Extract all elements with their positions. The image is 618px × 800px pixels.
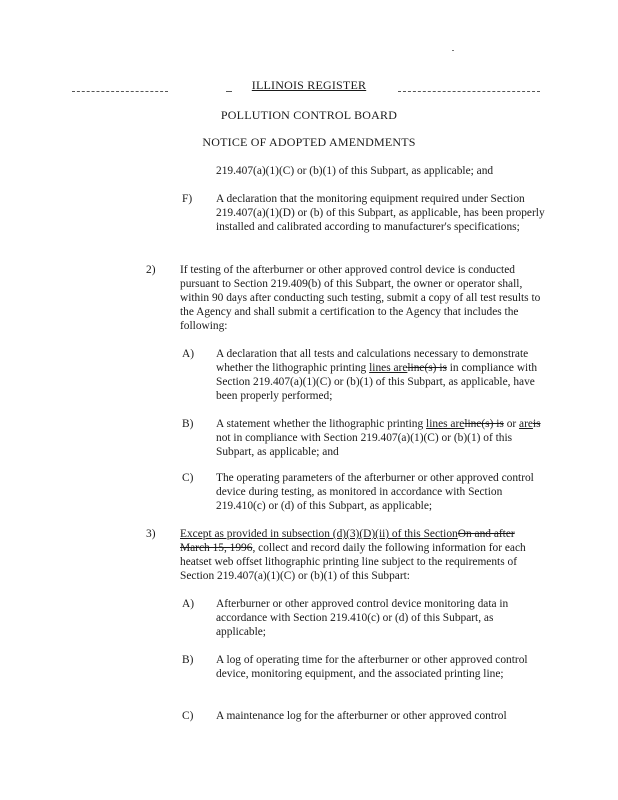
scan-mark: [452, 50, 454, 51]
board-title: POLLUTION CONTROL BOARD: [220, 108, 398, 122]
item-3a-text: Afterburner or other approved control device monitoring data in accordance with Section 219.410(c) or (d) of this Subpart, as applicable;: [216, 598, 509, 638]
notice-title: NOTICE OF ADOPTED AMENDMENTS: [202, 135, 416, 149]
deleted-text: is: [532, 418, 541, 430]
item-f-text: A declaration that the monitoring equipment required under Section 219.407(a)(1)(D) or (b) of this Subpart, as applicable, has been properly installed and calibrated according to manufacturer's specifications;: [216, 193, 545, 233]
item-2a-text: A declaration that all tests and calculations necessary to demonstrate whether the lithographic printing lines areline(s) is in compliance with Section 219.407(a)(1)(C) or (b)(1) of this Subpart, as applicable, have been properly performed;: [216, 348, 538, 402]
inserted-text: are: [519, 418, 533, 430]
inserted-text: lines are: [426, 418, 465, 430]
item-2c-label: C): [182, 472, 194, 484]
item-3c-text: A maintenance log for the afterburner or other approved control: [216, 710, 507, 722]
item-3c-label: C): [182, 710, 194, 722]
inserted-text: Except as provided in subsection (d)(3)(D)(ii) of this Section: [180, 528, 458, 540]
item-2c-text: The operating parameters of the afterburner or other approved control device during testing, as monitored in accordance with Section 219.410(c) or (d) of this Subpart, as applicable;: [216, 472, 534, 512]
item-3b-label: B): [182, 654, 194, 666]
item-2-label: 2): [146, 264, 156, 276]
deleted-text: On and after March 15, 1996: [180, 528, 515, 554]
item-3b-text: A log of operating time for the afterburner or other approved control device, monitoring equipment, and the associated printing line;: [216, 654, 528, 680]
deleted-text: line(s) is: [464, 418, 504, 430]
deleted-text: line(s) is: [407, 362, 447, 374]
item-f-label: F): [182, 193, 193, 205]
register-title: ILLINOIS REGISTER: [251, 78, 367, 92]
item-2b-text: A statement whether the lithographic printing lines areline(s) is or areis not in compliance with Section 219.407(a)(1)(C) or (b)(1) of this Subpart, as applicable; and: [216, 418, 541, 458]
item-3-label: 3): [146, 528, 156, 540]
continuation-line: 219.407(a)(1)(C) or (b)(1) of this Subpart, as applicable; and: [216, 165, 494, 177]
inserted-text: lines are: [369, 362, 408, 374]
item-2-text: If testing of the afterburner or other approved control device is conducted pursuant to Section 219.409(b) of this Subpart, the owner or operator shall, within 90 days after conducting such testing, submit a copy of all test results to the Agency and shall submit a certification to the Agency that includes the following:: [180, 264, 541, 332]
item-2b-label: B): [182, 418, 194, 430]
item-3a-label: A): [182, 598, 195, 610]
item-3-text: Except as provided in subsection (d)(3)(D)(ii) of this SectionOn and after March 15, 1996, collect and record daily the following information for each heatset web offset lithographic printing line subject to the requirements of Section 219.407(a)(1)(C) or (b)(1) of this Subpart:: [180, 528, 526, 582]
item-2a-label: A): [182, 348, 195, 360]
